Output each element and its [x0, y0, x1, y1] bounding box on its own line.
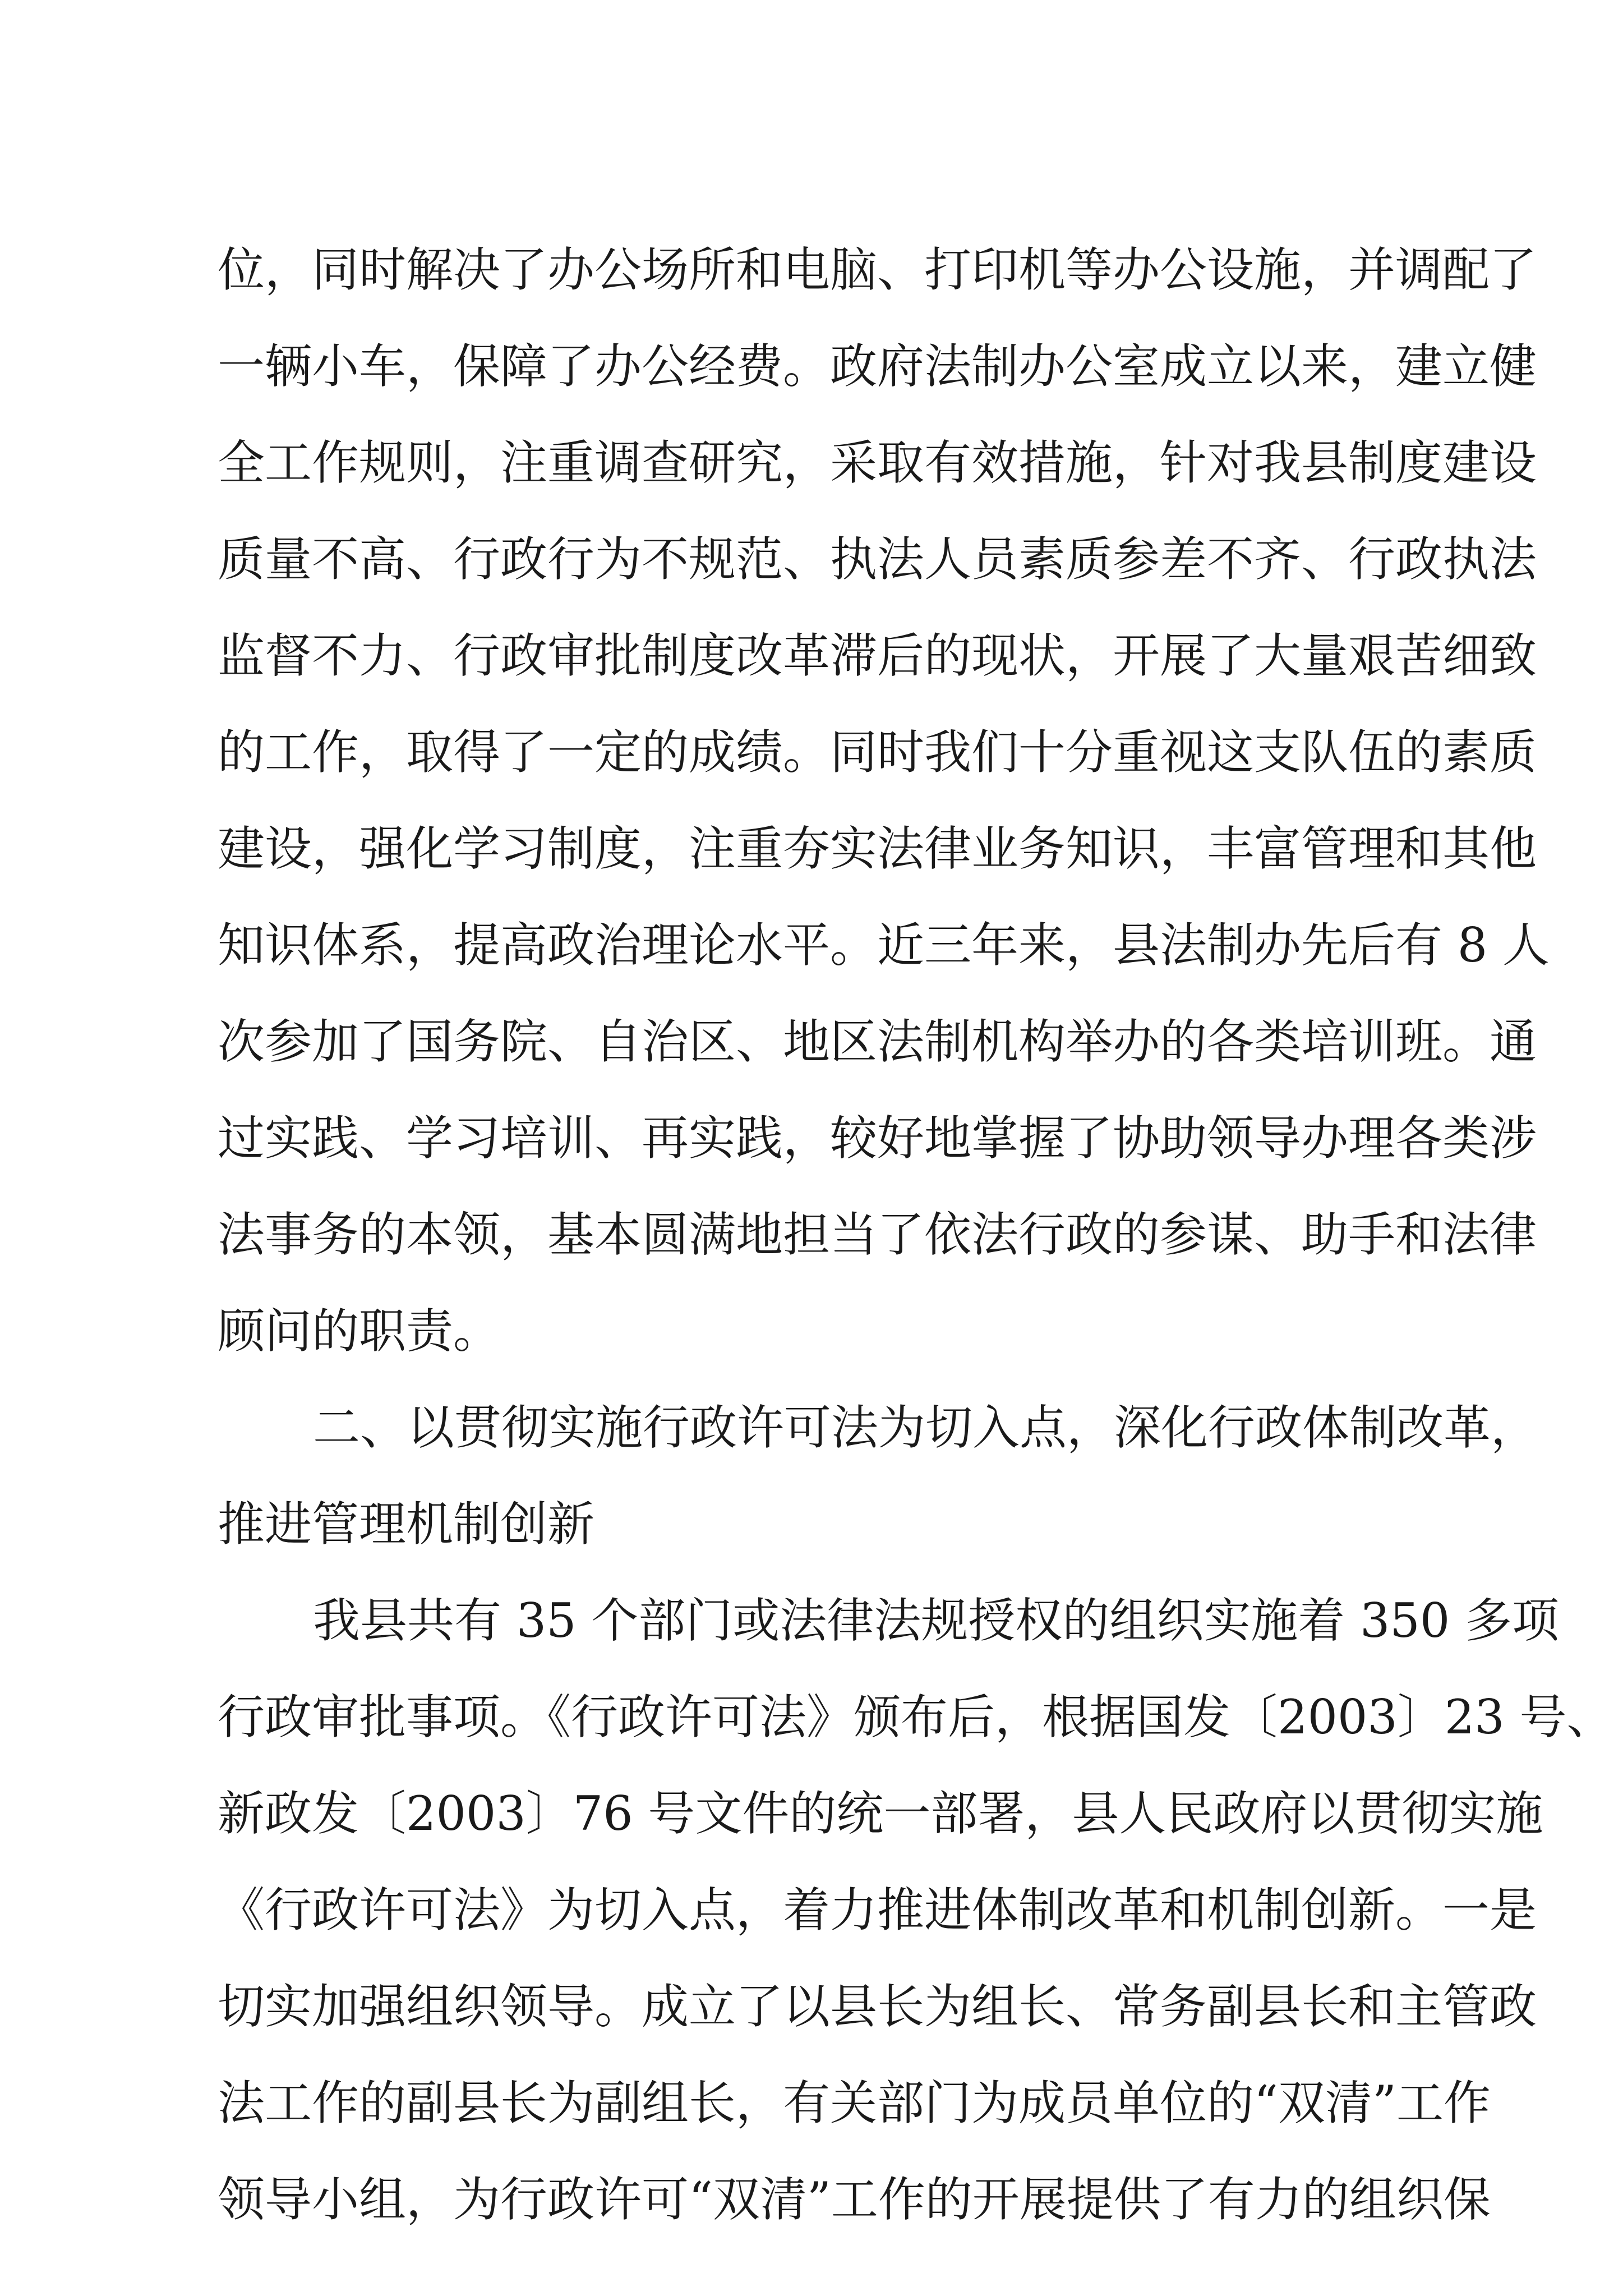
text-line-3: 全工作规则，注重调查研究，采取有效措施，针对我县制度建设 — [218, 435, 1537, 490]
text-line-20: 法工作的副县长为副组长，有关部门为成员单位的“双清”工作 — [218, 2076, 1491, 2131]
text-line-18: 《行政许可法》为切入点，着力推进体制改革和机制创新。一是 — [218, 1883, 1537, 1938]
section-heading-line-1: 二、以贯彻实施行政许可法为切入点，深化行政体制改革， — [313, 1400, 1538, 1455]
text-line-5: 监督不力、行政审批制度改革滞后的现状，开展了大量艰苦细致 — [218, 628, 1537, 683]
text-line-8: 知识体系，提高政治理论水平。近三年来，县法制办先后有 8 人 — [218, 918, 1550, 973]
text-line-9: 次参加了国务院、自治区、地区法制机构举办的各类培训班。通 — [218, 1014, 1537, 1069]
text-line-11: 法事务的本领，基本圆满地担当了依法行政的参谋、助手和法律 — [218, 1207, 1537, 1262]
text-line-16: 行政审批事项。《行政许可法》颁布后，根据国发〔2003〕23 号、 — [218, 1690, 1614, 1745]
text-line-4: 质量不高、行政行为不规范、执法人员素质参差不齐、行政执法 — [218, 532, 1537, 587]
section-heading-line-2: 推进管理机制创新 — [218, 1497, 595, 1552]
text-line-1: 位，同时解决了办公场所和电脑、打印机等办公设施，并调配了 — [218, 242, 1537, 297]
text-line-10: 过实践、学习培训、再实践，较好地掌握了协助领导办理各类涉 — [218, 1111, 1537, 1166]
text-line-7: 建设，强化学习制度，注重夯实法律业务知识，丰富管理和其他 — [218, 821, 1537, 876]
text-line-17: 新政发〔2003〕76 号文件的统一部署，县人民政府以贯彻实施 — [218, 1786, 1543, 1841]
text-line-21: 领导小组，为行政许可“双清”工作的开展提供了有力的组织保 — [218, 2172, 1491, 2227]
text-line-12: 顾问的职责。 — [218, 1304, 501, 1359]
text-line-2: 一辆小车，保障了办公经费。政府法制办公室成立以来，建立健 — [218, 339, 1537, 394]
text-line-15: 我县共有 35 个部门或法律法规授权的组织实施着 350 多项 — [313, 1593, 1560, 1648]
text-line-19: 切实加强组织领导。成立了以县长为组长、常务副县长和主管政 — [218, 1979, 1537, 2034]
text-line-6: 的工作，取得了一定的成绩。同时我们十分重视这支队伍的素质 — [218, 725, 1537, 780]
